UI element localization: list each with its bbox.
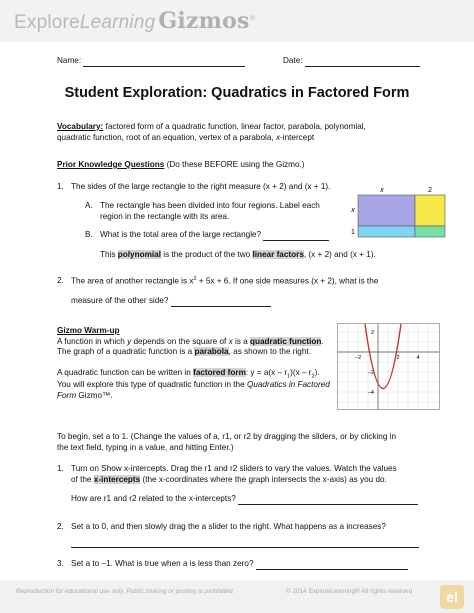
prior-q1b-letter: B. [85, 230, 93, 239]
w-p2-a: A quadratic function can be written in [57, 367, 194, 377]
prior-q1-text: The sides of the large rectangle to the right measure (x + 2) and (x + 1). [71, 182, 331, 191]
w-p2-l3: Gizmo™. [76, 390, 113, 400]
w-p1-y: y [127, 336, 132, 346]
brand-explore: Explore [14, 12, 80, 33]
prior-q1b-text [100, 230, 329, 241]
rect-top-2: 2 [428, 187, 432, 194]
q2-line2-text: measure of the other side? [71, 296, 169, 305]
q1-text [71, 464, 431, 485]
q2-answer [71, 537, 419, 548]
term-x-intercepts: x-intercepts [93, 474, 141, 484]
parabola-graph [337, 323, 440, 410]
header-banner [0, 0, 474, 42]
tick-y-neg4: −4 [367, 390, 374, 396]
name-field [57, 56, 245, 67]
prior-q2-line2 [71, 296, 271, 307]
prior-note: (Do these BEFORE using the Gizmo.) [164, 160, 305, 169]
w-p2-l2: You will explore this type of quadratic function in the [57, 380, 247, 390]
q1-num: 1. [57, 464, 64, 473]
prior-heading [57, 160, 427, 171]
prior-q1a-line1: The rectangle has been divided into four regions. Label each [100, 201, 320, 210]
warmup [57, 326, 337, 401]
vocabulary-line2-end: -intercept [280, 132, 315, 142]
date-label: Date: [283, 56, 303, 65]
prior-q1a-line2: region in the rectangle with its area. [100, 211, 230, 221]
tick-x-4: 4 [416, 355, 420, 361]
w-p2-c: )(x – r [290, 367, 312, 377]
instructions-line1: To begin, set a to 1. (Change the values of a, r1, or r2 by dragging the sliders, or by clicking in [57, 432, 397, 441]
note-b: is the product of the two [160, 250, 253, 259]
vocabulary-line2: quadratic function, root of an equation, vertex of a parabola, [57, 132, 276, 142]
q3-line [71, 559, 408, 570]
q1-line2-b: (the x-coordinates where the graph intersects the x-axis) as you do. [140, 474, 387, 484]
q2-text-a: The area of another rectangle is x [71, 276, 194, 286]
brand-learning: Learning [79, 12, 156, 33]
w-p2-d: ). [314, 367, 320, 377]
q1-line1: Turn on Show x-intercepts. Drag the r1 and r2 sliders to vary the values. Watch the values [71, 464, 397, 473]
q1-prompt [71, 494, 418, 505]
prior-q1a-text [100, 201, 320, 222]
region-x [358, 226, 415, 237]
prior-q2-text [71, 276, 378, 287]
q2-num: 2. [57, 522, 64, 531]
q2-answer-line[interactable] [71, 539, 419, 548]
w-p1-a: A function in which [57, 336, 128, 346]
tick-y-neg2: −2 [367, 370, 374, 376]
term-parabola: parabola [194, 347, 229, 356]
footer-right: © 2014 ExploreLearning® All rights reserved [286, 588, 413, 595]
name-line[interactable] [83, 58, 245, 67]
term-quadratic-function: quadratic function [250, 336, 322, 346]
q3-text: Set a to –1. What is true when a is less than zero? [71, 559, 254, 568]
region-2 [415, 226, 445, 237]
prior-q1-num: 1. [57, 182, 64, 191]
brand-gizmos: Gizmos [158, 8, 250, 34]
tick-y-2: 2 [370, 330, 374, 336]
w-p1-l2a: The graph of a quadratic function is a [57, 347, 195, 356]
q2-text: Set a to 0, and then slowly drag the a slider to the right. What happens as a increases? [71, 522, 386, 531]
q1-answer-line[interactable] [238, 496, 418, 505]
footer [0, 580, 474, 613]
area-rectangle-figure [349, 186, 448, 238]
note-a: This [100, 250, 118, 259]
warmup-instructions [57, 432, 429, 453]
term-polynomial: polynomial [117, 250, 161, 259]
w-p1-b: depends on the square of [131, 336, 229, 346]
q2-sup: 2 [193, 276, 197, 282]
prior-q1b-question: What is the total area of the large rectangle? [100, 230, 262, 239]
tick-x-neg2: −2 [354, 355, 362, 361]
graph-frame [338, 324, 440, 410]
rect-left-x: x [351, 207, 355, 214]
tick-x-2: 2 [396, 355, 400, 361]
w-p1-c: is a [232, 336, 250, 346]
prior-q1b-answer-line[interactable] [263, 232, 329, 241]
prior-heading-text: Prior Knowledge Questions [57, 160, 165, 169]
q3-answer-line[interactable] [256, 561, 408, 570]
w-p2-l2-italic: Quadratics in Factored [246, 380, 330, 390]
note-c: , (x + 2) and (x + 1). [303, 250, 376, 259]
vocabulary-label: Vocabulary: [57, 122, 104, 131]
w-p1-l2b: , as shown to the right. [228, 347, 311, 356]
w-p2-l3-italic: Form [57, 390, 77, 400]
date-line[interactable] [305, 58, 420, 67]
rect-top-x: x [380, 187, 384, 194]
page-title: Student Exploration: Quadratics in Factored Form [64, 85, 410, 101]
w-p2-s2: 2 [311, 373, 315, 380]
q2-text-b: + 5x + 6. If one side measures (x + 2), what is the [196, 276, 379, 286]
q1-prompt-text: How are r1 and r2 related to the x-intercepts? [71, 494, 236, 503]
prior-q2-num: 2. [57, 276, 64, 285]
term-linear-factors: linear factors [252, 250, 304, 259]
region-x-squared [358, 195, 415, 226]
footer-left: Reproduction for educational use only. Public sharing or posting is prohibited. [16, 588, 235, 595]
vocabulary-line1: factored form of a quadratic function, linear factor, parabola, polynomial, [105, 122, 366, 131]
brand-reg: ® [249, 13, 256, 23]
prior-q1b-note [100, 250, 376, 261]
w-p2-b: : y = a(x – r [245, 367, 288, 377]
brand-logo [14, 7, 256, 35]
vocabulary [57, 122, 427, 143]
q1-line2-a: of the [71, 474, 94, 484]
q3-num: 3. [57, 559, 64, 568]
prior-q1a-letter: A. [85, 201, 93, 210]
el-logo-icon: el [440, 585, 464, 609]
prior-q2-answer-line[interactable] [171, 298, 271, 307]
term-factored-form: factored form [193, 367, 246, 377]
name-label: Name: [57, 56, 82, 65]
instructions-line2: the text field, typing in a value, and hitting Enter.) [57, 442, 234, 452]
rect-left-1: 1 [351, 229, 355, 236]
w-p1-x: x [228, 336, 233, 346]
date-field [283, 56, 420, 67]
w-p1-d: . [321, 336, 324, 346]
warmup-heading: Gizmo Warm-up [57, 326, 120, 335]
w-p2-s1: 1 [287, 373, 291, 380]
region-2x [415, 195, 445, 226]
vocabulary-x: x [275, 132, 281, 142]
